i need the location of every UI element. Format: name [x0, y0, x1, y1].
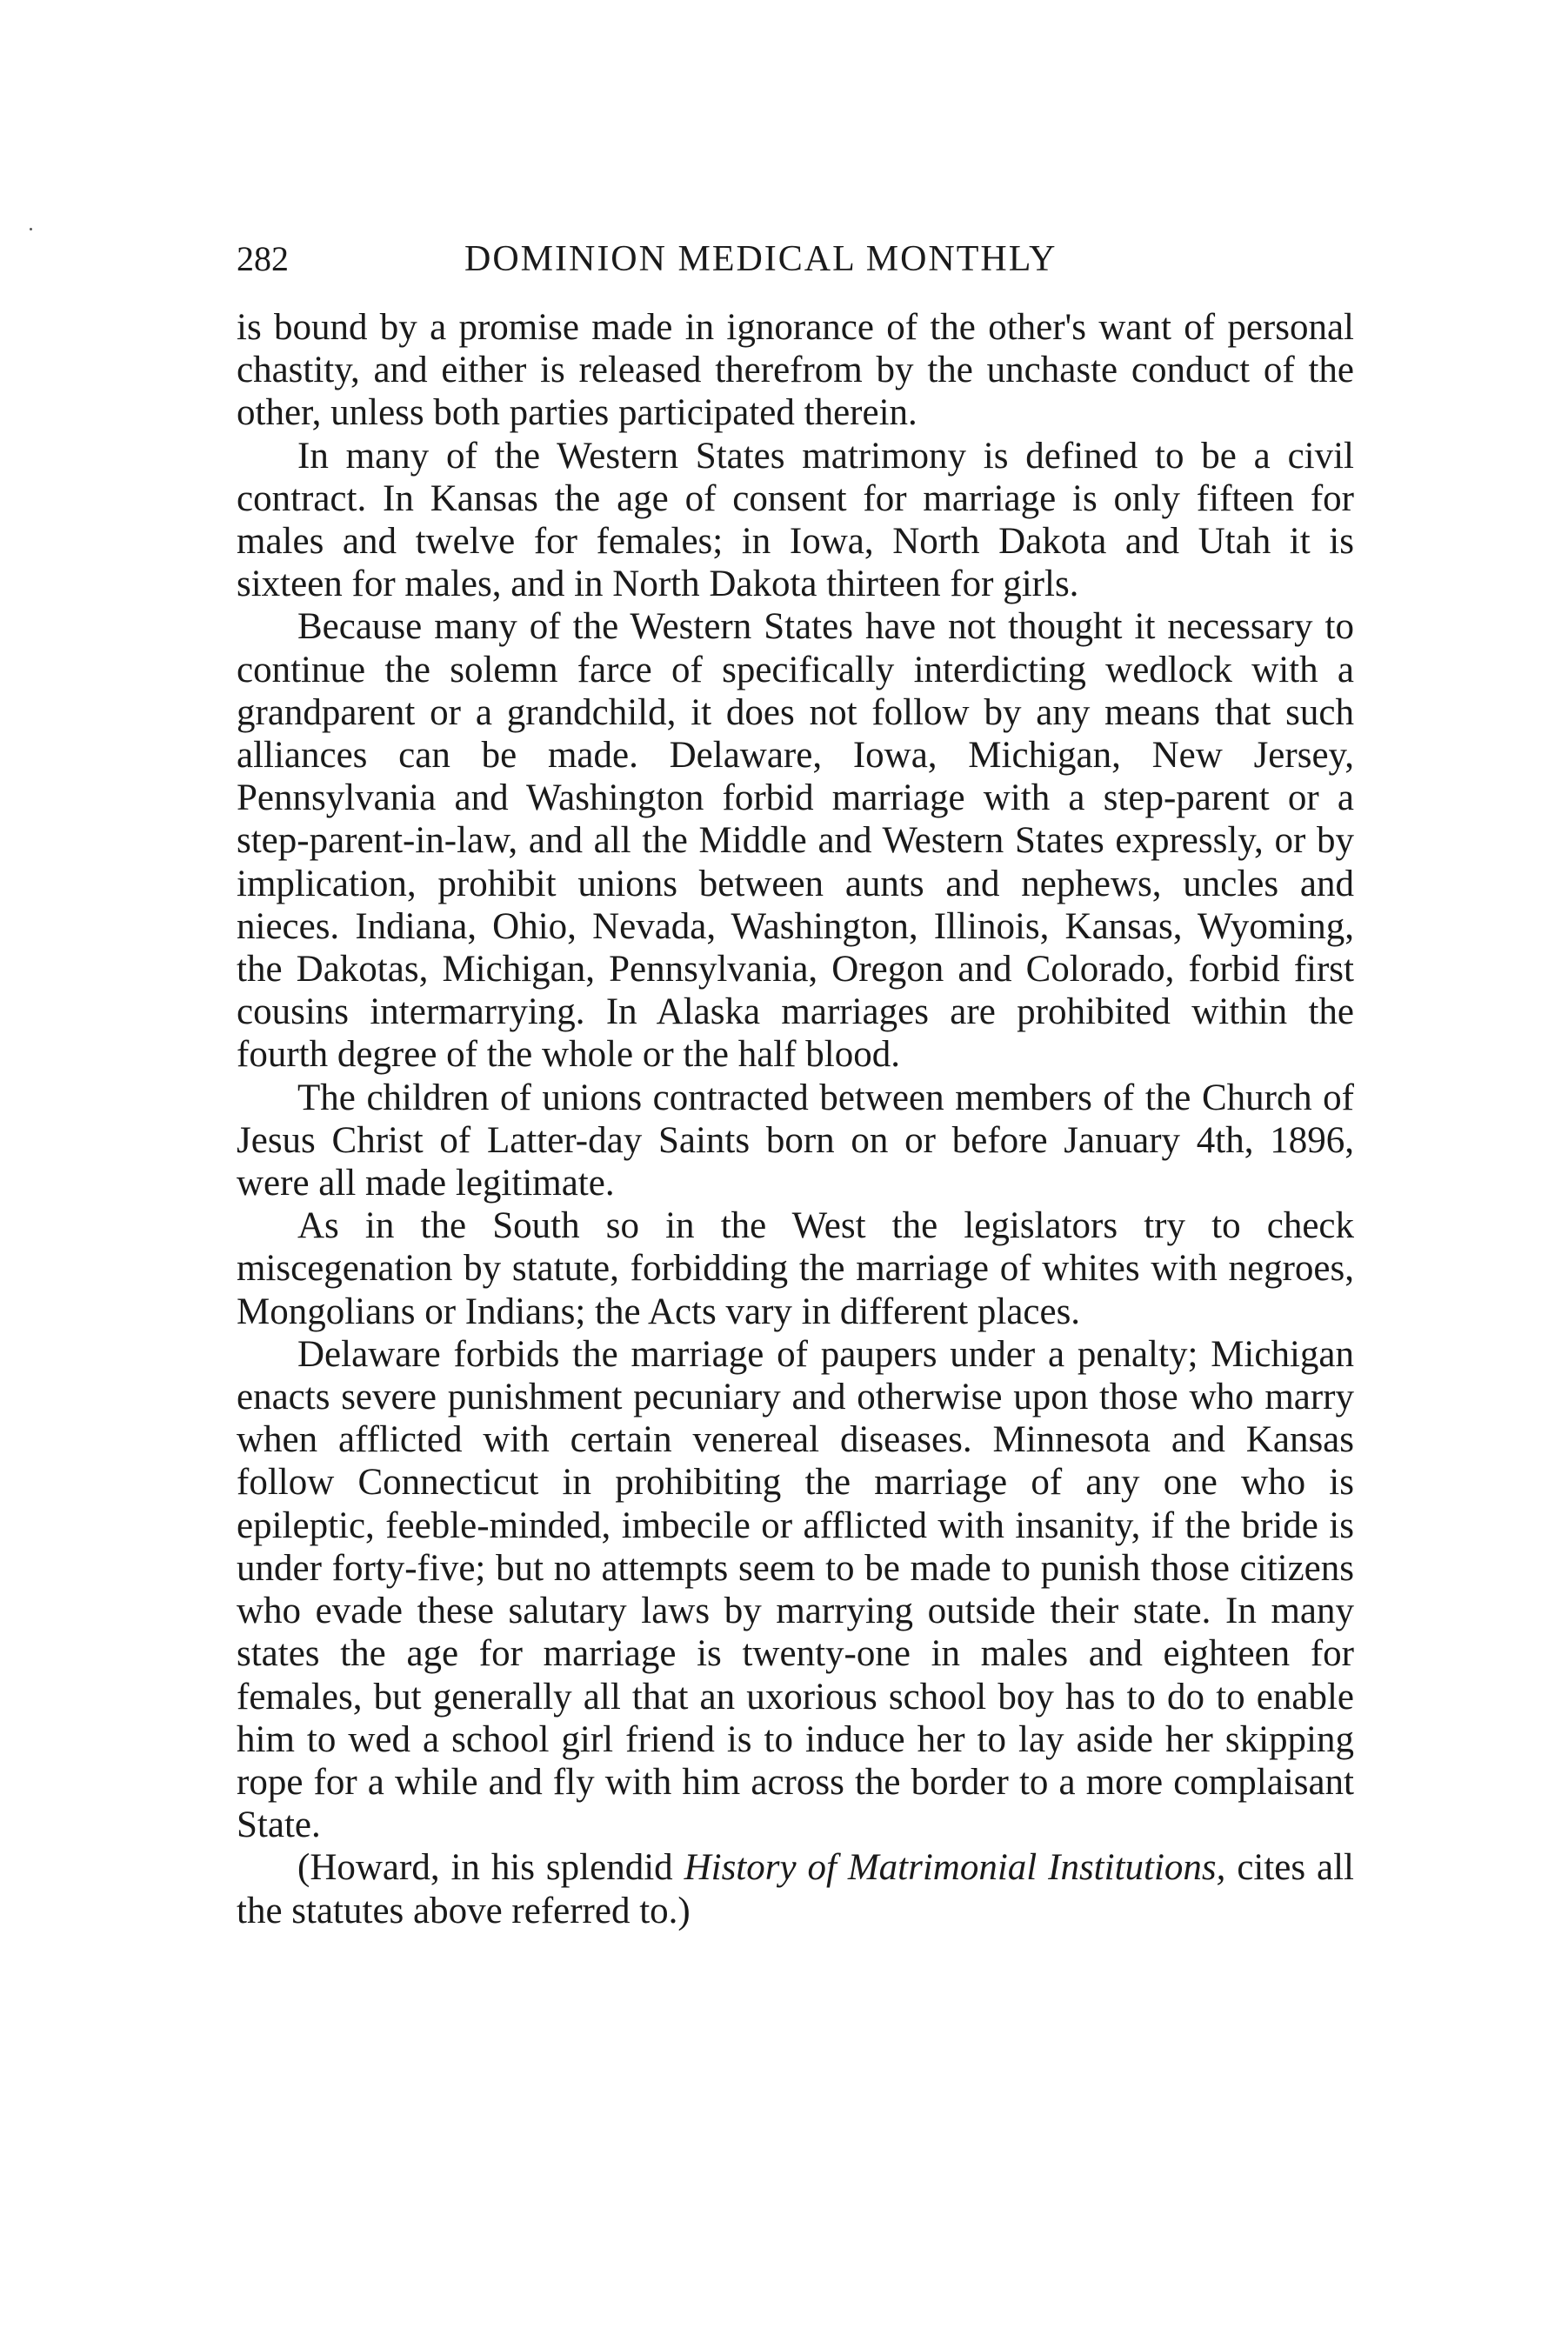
paragraph-western-states-contract: In many of the Western States matrimony is defined to be a civil contract. In Kansas the age of consent for marriage is only fifteen for males and twelve for females; in Iowa, North Dakota and Utah it is sixteen for males, and in North Dakota thirteen for girls. [237, 435, 1354, 605]
paragraph-prohibited-degrees: Because many of the Western States have not thought it necessary to continue the solemn farce of specifically interdicting wedlock with a grandparent or a grandchild, it does not follow by any means that such alliances can be made. Delaware, Iowa, Michigan, New Jersey, Pennsylvania and Washington forbid marriage with a step-parent or a step-parent-in-law, and all the Middle and Western States expressly, or by implication, prohibit unions between aunts and nephews, uncles and nieces. Indiana, Ohio, Nevada, Washington, Illinois, Kansas, Wyoming, the Dakotas, Michigan, Pennsylvania, Oregon and Colorado, forbid first cousins intermarrying. In Alaska marriages are prohibited within the fourth degree of the whole or the half blood. [237, 606, 1354, 1076]
stray-ink-mark [30, 228, 32, 230]
paragraph-continued: is bound by a promise made in ignorance of the other's want of personal chastity, and either is released therefrom by the unchaste conduct of the other, unless both parties participated therein. [237, 307, 1354, 434]
paragraph-miscegenation: As in the South so in the West the legislators try to check miscegenation by statute, forbidding the marriage of whites with negroes, Mongolians or Indians; the Acts vary in different places. [237, 1205, 1354, 1332]
article-body [237, 306, 1354, 1932]
paragraph-paupers-and-disease: Delaware forbids the marriage of paupers under a penalty; Michigan enacts severe punishment pecuniary and otherwise upon those who marry when afflicted with certain venereal diseases. Minnesota and Kansas follow Connecticut in prohibiting the marriage of any one who is epileptic, feeble-minded, imbecile or afflicted with insanity, if the bride is under forty-five; but no attempts seem to be made to punish those citizens who evade these salutary laws by marrying outside their state. In many states the age for marriage is twenty-one in males and eighteen for females, but generally all that an uxorious school boy has to do to enable him to wed a school girl friend is to induce her to lay aside her skipping rope for a while and fly with him across the border to a more complaisant State. [237, 1333, 1354, 1846]
citation-text-before: (Howard, in his splendid [297, 1847, 684, 1889]
page-number: 282 [237, 239, 289, 278]
citation-book-title: History of Matrimonial Institutions, [684, 1847, 1226, 1889]
paragraph-latter-day-saints: The children of unions contracted between members of the Church of Jesus Christ of Latter-day Saints born on or before January 4th, 1896, were all made legitimate. [237, 1077, 1354, 1204]
journal-title: DOMINION MEDICAL MONTHLY [464, 239, 1058, 279]
paragraph-howard-citation [237, 1846, 1354, 1931]
citation-text-after: cites all the statutes above referred to.) [237, 1847, 1354, 1931]
running-head [237, 233, 1358, 285]
